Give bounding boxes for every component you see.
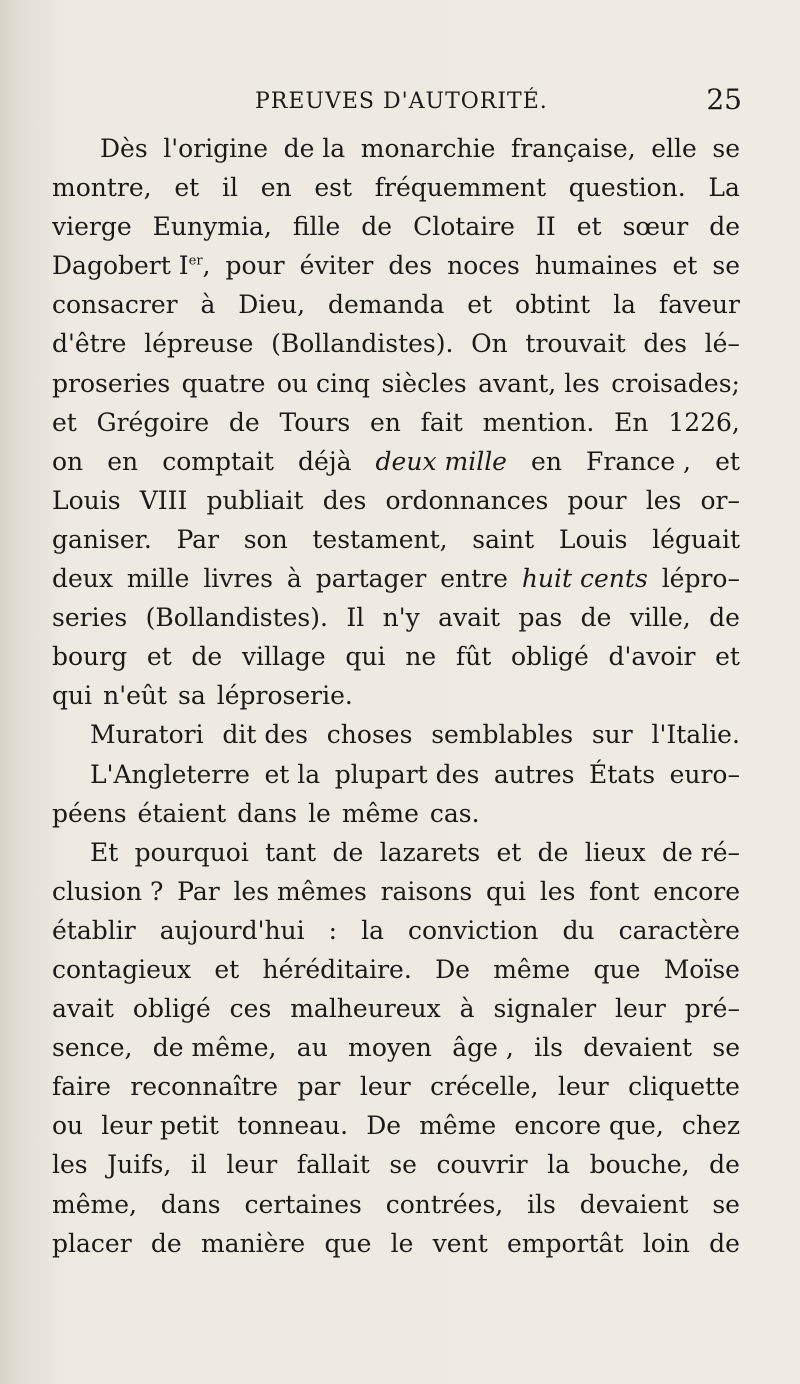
word: Tours [279, 407, 351, 437]
word: Moïse [663, 954, 740, 984]
word: en [531, 446, 562, 476]
word-base: Dagobert I [52, 251, 189, 281]
word: à [286, 564, 302, 594]
word: or– [700, 485, 740, 515]
word: ganiser. [52, 524, 152, 554]
word: comptait [162, 446, 274, 476]
page-number: 25 [706, 83, 742, 116]
text-line [52, 129, 740, 168]
word: Louis [558, 524, 628, 554]
word: léguait [652, 524, 740, 554]
word: l'Italie. [651, 720, 740, 750]
word: même, [52, 1189, 137, 1219]
word: contagieux [52, 954, 192, 984]
word: II [535, 212, 556, 242]
text-line [52, 1028, 740, 1067]
word: moyen [348, 1033, 432, 1063]
word: On [471, 329, 508, 359]
paragraph [52, 715, 740, 754]
word: sa [178, 681, 206, 711]
word: même [419, 1111, 497, 1141]
word: il [190, 1150, 207, 1180]
word: n'eût [103, 681, 168, 711]
word: Dès [100, 134, 148, 163]
word: crécelle, [430, 1072, 539, 1102]
word: et [146, 642, 172, 672]
word: reconnaître [130, 1072, 279, 1102]
text-line [52, 324, 740, 363]
text-line [52, 637, 740, 676]
word: monarchie [360, 134, 496, 163]
word: et [467, 290, 493, 320]
word: au [296, 1033, 328, 1063]
word: publiait [206, 485, 304, 515]
word: à [200, 290, 216, 320]
word: ne [405, 642, 437, 672]
word: le [308, 798, 331, 828]
word: ils [534, 1033, 563, 1063]
word: même [341, 798, 419, 828]
word: de [709, 1228, 740, 1258]
word: trouvait [525, 329, 626, 359]
word: La [708, 173, 740, 203]
word: tonneau. [237, 1111, 349, 1141]
word: en [369, 407, 401, 437]
word: le [390, 1228, 414, 1258]
word: leur [614, 994, 666, 1024]
word: tant [265, 837, 317, 867]
word: qui [485, 876, 527, 906]
word: (Bollandistes). [145, 603, 328, 633]
text-line [52, 794, 740, 833]
text-line [52, 1185, 740, 1224]
word: Par [177, 876, 220, 906]
word: plupart des [334, 759, 480, 789]
text-line [52, 1106, 740, 1145]
word: livres [203, 564, 274, 594]
word: vent [432, 1228, 488, 1258]
word: est [314, 173, 353, 203]
word: proseries [52, 368, 171, 398]
word: dit des [222, 720, 309, 750]
word: Par [176, 524, 220, 554]
running-head: PREUVES D'AUTORITÉ. [255, 89, 548, 114]
word: lé– [704, 329, 740, 359]
word: bouche, [589, 1150, 690, 1180]
word: de ré– [662, 837, 740, 867]
text-line [52, 207, 740, 246]
word: déjà [298, 446, 352, 476]
word: et [174, 173, 200, 203]
word: question. [568, 173, 686, 203]
paragraph [52, 833, 740, 1263]
word: pour [567, 485, 627, 515]
word: semblables [431, 720, 574, 750]
word: et [715, 642, 740, 672]
word: lépreuse [144, 329, 254, 359]
text-line [52, 1067, 740, 1106]
word: pas [518, 603, 563, 633]
word: des [643, 329, 687, 359]
word: des [322, 485, 367, 515]
word: et la [264, 759, 321, 789]
word: De [366, 1111, 402, 1141]
text-line [52, 755, 740, 794]
word: les [539, 876, 576, 906]
word: fréquemment [374, 173, 547, 203]
word: font [589, 876, 640, 906]
word: la [361, 915, 384, 945]
text-line [52, 481, 740, 520]
word: se [712, 134, 740, 163]
word: lazarets [379, 837, 481, 867]
text-line [52, 989, 740, 1028]
word: avant, les [478, 368, 600, 398]
word: pour [225, 251, 285, 281]
word: États [588, 759, 656, 789]
word: obligé [132, 994, 211, 1024]
word: faire [52, 1072, 111, 1102]
text-line [52, 403, 740, 442]
word: encore [653, 876, 740, 906]
word: de [709, 603, 740, 633]
word: ville, [629, 603, 691, 633]
word: signaler [493, 994, 597, 1024]
paragraph [52, 755, 740, 833]
text-line [52, 364, 740, 403]
word: la [547, 1150, 571, 1180]
word: Dieu, [238, 290, 306, 320]
word: fût [455, 642, 492, 672]
word: d'avoir [608, 642, 696, 672]
text-line [52, 1224, 740, 1263]
punctuation: , [202, 251, 211, 281]
word: les [645, 485, 682, 515]
word: Clotaire [413, 212, 515, 242]
word: (Bollandistes). [271, 329, 454, 359]
word: étaient [137, 798, 227, 828]
text-line [52, 520, 740, 559]
word: sur [591, 720, 633, 750]
word: chez [681, 1111, 740, 1141]
word: Muratori [90, 720, 204, 750]
word: Louis [52, 485, 121, 515]
word: couvrir [436, 1150, 528, 1180]
word: les mêmes [233, 876, 367, 906]
word: certaines [244, 1189, 362, 1219]
word: de [709, 212, 740, 242]
word: léproserie. [216, 681, 353, 711]
text-line [52, 285, 740, 324]
word: du [562, 915, 595, 945]
word: leur [359, 1072, 411, 1102]
text-line [52, 911, 740, 950]
word: n'y [382, 603, 420, 633]
word: se [712, 251, 740, 281]
word: l'origine [163, 134, 268, 163]
word: leur [226, 1150, 278, 1180]
word: loin [642, 1228, 690, 1258]
word: les [52, 1150, 88, 1180]
word: Grégoire [96, 407, 210, 437]
word: ces [229, 994, 272, 1024]
word: testament, [312, 524, 448, 554]
word: de [150, 1228, 182, 1258]
word: sœur [622, 212, 689, 242]
word: et [715, 446, 740, 476]
text-line [52, 715, 740, 754]
word: En [614, 407, 649, 437]
word: de [361, 212, 393, 242]
word: dans [160, 1189, 221, 1219]
word: fait [420, 407, 463, 437]
word: de même, [152, 1033, 277, 1063]
word: deux mille [375, 446, 507, 476]
word: lieux [584, 837, 646, 867]
word: par [297, 1072, 341, 1102]
word: emportât [507, 1228, 624, 1258]
text-line [52, 676, 740, 715]
word: obtint [514, 290, 591, 320]
word: raisons [380, 876, 473, 906]
word: se [712, 1033, 740, 1063]
word: VIII [139, 485, 188, 515]
word: placer [52, 1228, 132, 1258]
word [52, 246, 211, 285]
word: : [328, 915, 338, 945]
page-header [52, 83, 742, 123]
word: se [389, 1150, 417, 1180]
word: et [496, 837, 522, 867]
word: conviction [407, 915, 539, 945]
word: d'être [52, 329, 127, 359]
word: ou cinq [276, 368, 371, 398]
word: sence, [52, 1033, 133, 1063]
word: il [221, 173, 238, 203]
word: consacrer [52, 290, 178, 320]
word: Juifs, [107, 1150, 172, 1180]
word: leur petit [101, 1111, 219, 1141]
word: huit cents [521, 564, 648, 594]
body-text [52, 129, 740, 1263]
word: de [580, 603, 612, 633]
word: siècles [381, 368, 467, 398]
word: de [709, 1150, 740, 1180]
word: cas. [429, 798, 480, 828]
word: fille [292, 212, 341, 242]
word: L'Angleterre [90, 759, 250, 789]
word: ordonnances [385, 485, 549, 515]
word: De [435, 954, 470, 984]
word: devaient [583, 1033, 693, 1063]
word: fallait [296, 1150, 370, 1180]
word: Il [346, 603, 365, 633]
word: saint [472, 524, 535, 554]
superscript: er [188, 253, 203, 269]
word: leur [557, 1072, 609, 1102]
word: de [332, 837, 364, 867]
word: se [712, 1189, 740, 1219]
word: vierge [52, 212, 132, 242]
word: elle [651, 134, 697, 163]
word: France , [586, 446, 692, 476]
word: que [324, 1228, 372, 1258]
word: âge , [452, 1033, 514, 1063]
word: son [243, 524, 288, 554]
word: caractère [618, 915, 740, 945]
word: pourquoi [134, 837, 249, 867]
word: à [459, 994, 475, 1024]
text-line [52, 246, 740, 285]
word: obligé [510, 642, 589, 672]
word: devaient [579, 1189, 689, 1219]
text-line [52, 872, 740, 911]
word: encore que, [514, 1111, 664, 1141]
word: quatre [181, 368, 266, 398]
word: bourg [52, 642, 128, 672]
word: malheureux [290, 994, 441, 1024]
word: Eunymia, [152, 212, 272, 242]
word: de [191, 642, 223, 672]
word: faveur [658, 290, 740, 320]
paragraph [52, 129, 740, 715]
word: deux [52, 564, 113, 594]
word: de [537, 837, 569, 867]
word: entre [440, 564, 508, 594]
word: humaines [534, 251, 658, 281]
text-line [52, 833, 740, 872]
word: pré– [684, 994, 740, 1024]
word: Et [90, 837, 119, 867]
word: montre, [52, 173, 152, 203]
text-line [52, 598, 740, 637]
text-line [52, 1145, 740, 1184]
word: autres [493, 759, 575, 789]
word: series [52, 603, 128, 633]
word: en [107, 446, 139, 476]
word: et [672, 251, 698, 281]
word: croisades; [611, 368, 740, 398]
text-line [52, 950, 740, 989]
word: ils [527, 1189, 556, 1219]
word: de [228, 407, 260, 437]
word: française, [510, 134, 636, 163]
word: et [576, 212, 602, 242]
text-line [52, 442, 740, 481]
word: demanda [327, 290, 445, 320]
word: établir [52, 915, 136, 945]
word: qui [345, 642, 386, 672]
word: euro– [669, 759, 740, 789]
word: en [260, 173, 292, 203]
word: partager [315, 564, 427, 594]
word: même [493, 954, 571, 984]
word: dans [237, 798, 298, 828]
word: avait [52, 994, 114, 1024]
text-line [52, 559, 740, 598]
word: choses [326, 720, 413, 750]
word: on [52, 446, 84, 476]
word: clusion ? [52, 876, 164, 906]
word: aujourd'hui [159, 915, 305, 945]
text-line [52, 168, 740, 207]
word: lépro– [661, 564, 740, 594]
word: mention. [482, 407, 595, 437]
word: village [241, 642, 326, 672]
word: la [613, 290, 636, 320]
word: héréditaire. [262, 954, 412, 984]
word: manière [200, 1228, 306, 1258]
word: ou [52, 1111, 84, 1141]
word: que [593, 954, 641, 984]
word: de la [283, 134, 346, 163]
word: et [52, 407, 77, 437]
word: 1226, [668, 407, 740, 437]
word: contrées, [385, 1189, 504, 1219]
word: éviter [299, 251, 374, 281]
word: cliquette [628, 1072, 740, 1102]
word: et [214, 954, 240, 984]
word: avait [438, 603, 501, 633]
word: péens [52, 798, 127, 828]
word: noces [447, 251, 520, 281]
word: des [388, 251, 433, 281]
word: qui [52, 681, 93, 711]
word: mille [126, 564, 190, 594]
